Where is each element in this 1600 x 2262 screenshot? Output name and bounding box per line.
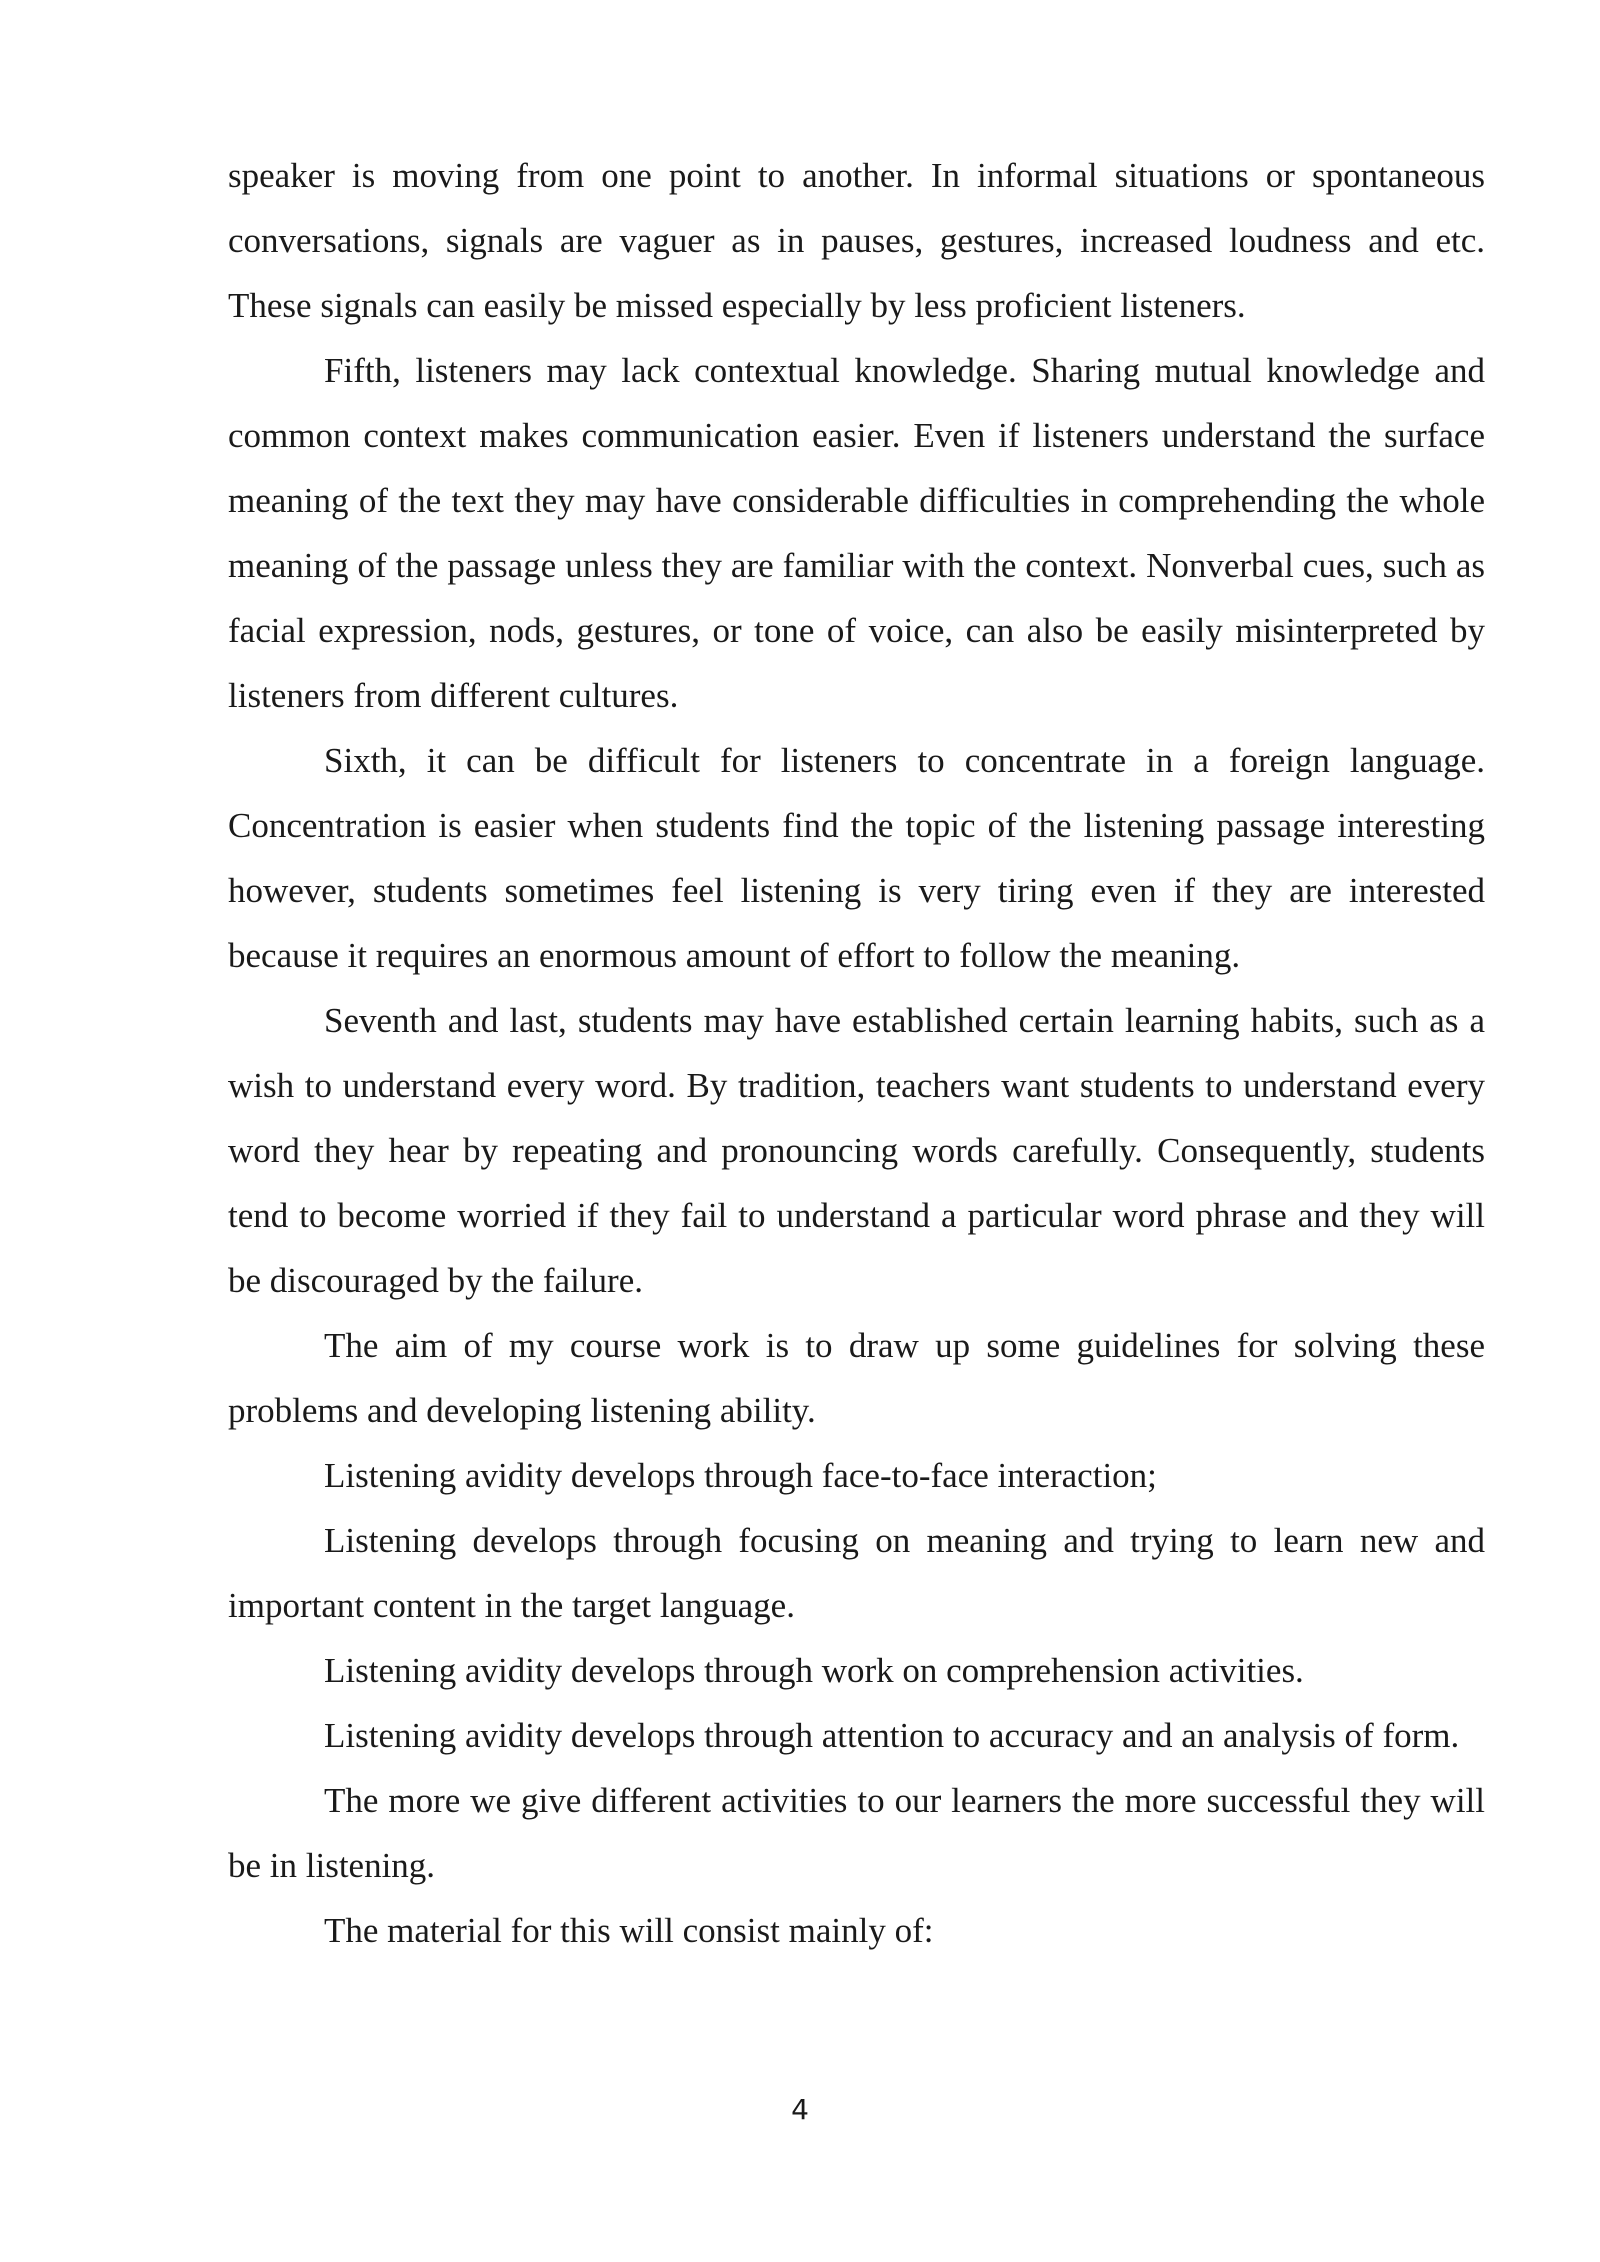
paragraph-different-activities: The more we give different activities to our learners the more successful they will be in listening. bbox=[228, 1781, 1485, 1885]
paragraph-material-intro: The material for this will consist mainly of: bbox=[324, 1911, 934, 1950]
paragraph-accuracy-and-form: Listening avidity develops through attention to accuracy and an analysis of form. bbox=[324, 1716, 1460, 1755]
page-number: 4 bbox=[791, 2093, 809, 2126]
paragraph-seventh-learning-habits: Seventh and last, students may have established certain learning habits, such as a wish to understand every word. By tradition, teachers want students to understand every word they hear by repeating and pronouncing words carefully. Consequently, students tend to become worried if they fail to understand a particular word phrase and they will be discouraged by the failure. bbox=[228, 1001, 1485, 1300]
paragraph-sixth-concentration: Sixth, it can be difficult for listeners to concentrate in a foreign language. Concentration is easier when students find the topic of the listening passage interesting however, students sometimes feel listening is very tiring even if they are interested because it requires an enormous amount of effort to follow the meaning. bbox=[228, 741, 1485, 975]
paragraph-comprehension-activities: Listening avidity develops through work on comprehension activities. bbox=[324, 1651, 1304, 1690]
paragraph-course-aim: The aim of my course work is to draw up some guidelines for solving these problems and developing listening ability. bbox=[228, 1326, 1485, 1430]
paragraph-face-to-face-interaction: Listening avidity develops through face-to-face interaction; bbox=[324, 1456, 1157, 1495]
paragraph-focusing-on-meaning: Listening develops through focusing on meaning and trying to learn new and important content in the target language. bbox=[228, 1521, 1485, 1625]
paragraph-continuation-signals: speaker is moving from one point to another. In informal situations or spontaneous conversations, signals are vaguer as in pauses, gestures, increased loudness and etc. These signals can easily be missed especially by less proficient listeners. bbox=[228, 156, 1485, 325]
paragraph-fifth-contextual-knowledge: Fifth, listeners may lack contextual knowledge. Sharing mutual knowledge and common context makes communication easier. Even if listeners understand the surface meaning of the text they may have considerable difficulties in comprehending the whole meaning of the passage unless they are familiar with the context. Nonverbal cues, such as facial expression, nods, gestures, or tone of voice, can also be easily misinterpreted by listeners from different cultures. bbox=[228, 351, 1485, 715]
body-text bbox=[228, 143, 1485, 1963]
